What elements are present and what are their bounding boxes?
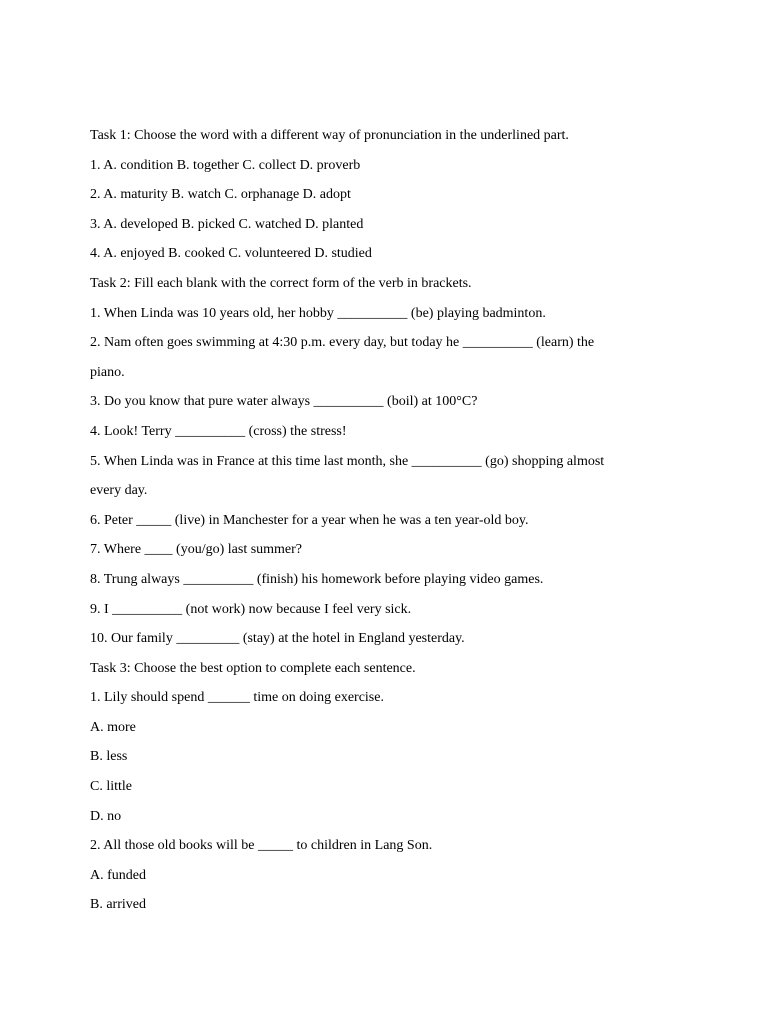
task1-question: 2. A. maturity B. watch C. orphanage D. adopt (90, 187, 351, 203)
task2-question-continuation: every day. (90, 483, 148, 499)
task2-heading: Task 2: Fill each blank with the correct form of the verb in brackets. (90, 275, 472, 291)
task1-question: 1. A. condition B. together C. collect D. proverb (90, 157, 361, 173)
task2-question: 7. Where ____ (you/go) last summer? (90, 542, 303, 558)
task2-question: 4. Look! Terry __________ (cross) the stress! (90, 423, 347, 439)
task2-question: 6. Peter _____ (live) in Manchester for a year when he was a ten year-old boy. (90, 512, 529, 528)
task2-question: 10. Our family _________ (stay) at the hotel in England yesterday. (90, 631, 465, 647)
task3-option: B. arrived (90, 897, 146, 913)
task3-option: D. no (90, 808, 122, 824)
task2-question: 3. Do you know that pure water always __________ (boil) at 100°C? (90, 394, 478, 410)
task1-heading: Task 1: Choose the word with a different way of pronunciation in the underlined part. (90, 128, 569, 143)
task2-question: 5. When Linda was in France at this time last month, she __________ (go) shopping almost (90, 453, 605, 469)
task3-question: 1. Lily should spend ______ time on doing exercise. (90, 690, 384, 706)
task3-option: C. little (90, 779, 132, 795)
task2-question: 9. I __________ (not work) now because I feel very sick. (90, 601, 412, 617)
task3-heading: Task 3: Choose the best option to complete each sentence. (90, 660, 416, 676)
task3-question: 2. All those old books will be _____ to children in Lang Son. (90, 838, 433, 854)
task3-option: A. funded (90, 867, 146, 883)
task2-question: 8. Trung always __________ (finish) his homework before playing video games. (90, 571, 544, 587)
task2-question: 1. When Linda was 10 years old, her hobby __________ (be) playing badminton. (90, 305, 546, 321)
worksheet-content (90, 121, 680, 920)
task2-question-continuation: piano. (90, 364, 125, 380)
task2-question: 2. Nam often goes swimming at 4:30 p.m. every day, but today he __________ (learn) the (90, 335, 595, 351)
task1-question: 3. A. developed B. picked C. watched D. planted (90, 216, 364, 232)
task3-option: A. more (90, 719, 136, 735)
task1-question: 4. A. enjoyed B. cooked C. volunteered D. studied (90, 246, 372, 262)
task3-option: B. less (90, 749, 128, 765)
